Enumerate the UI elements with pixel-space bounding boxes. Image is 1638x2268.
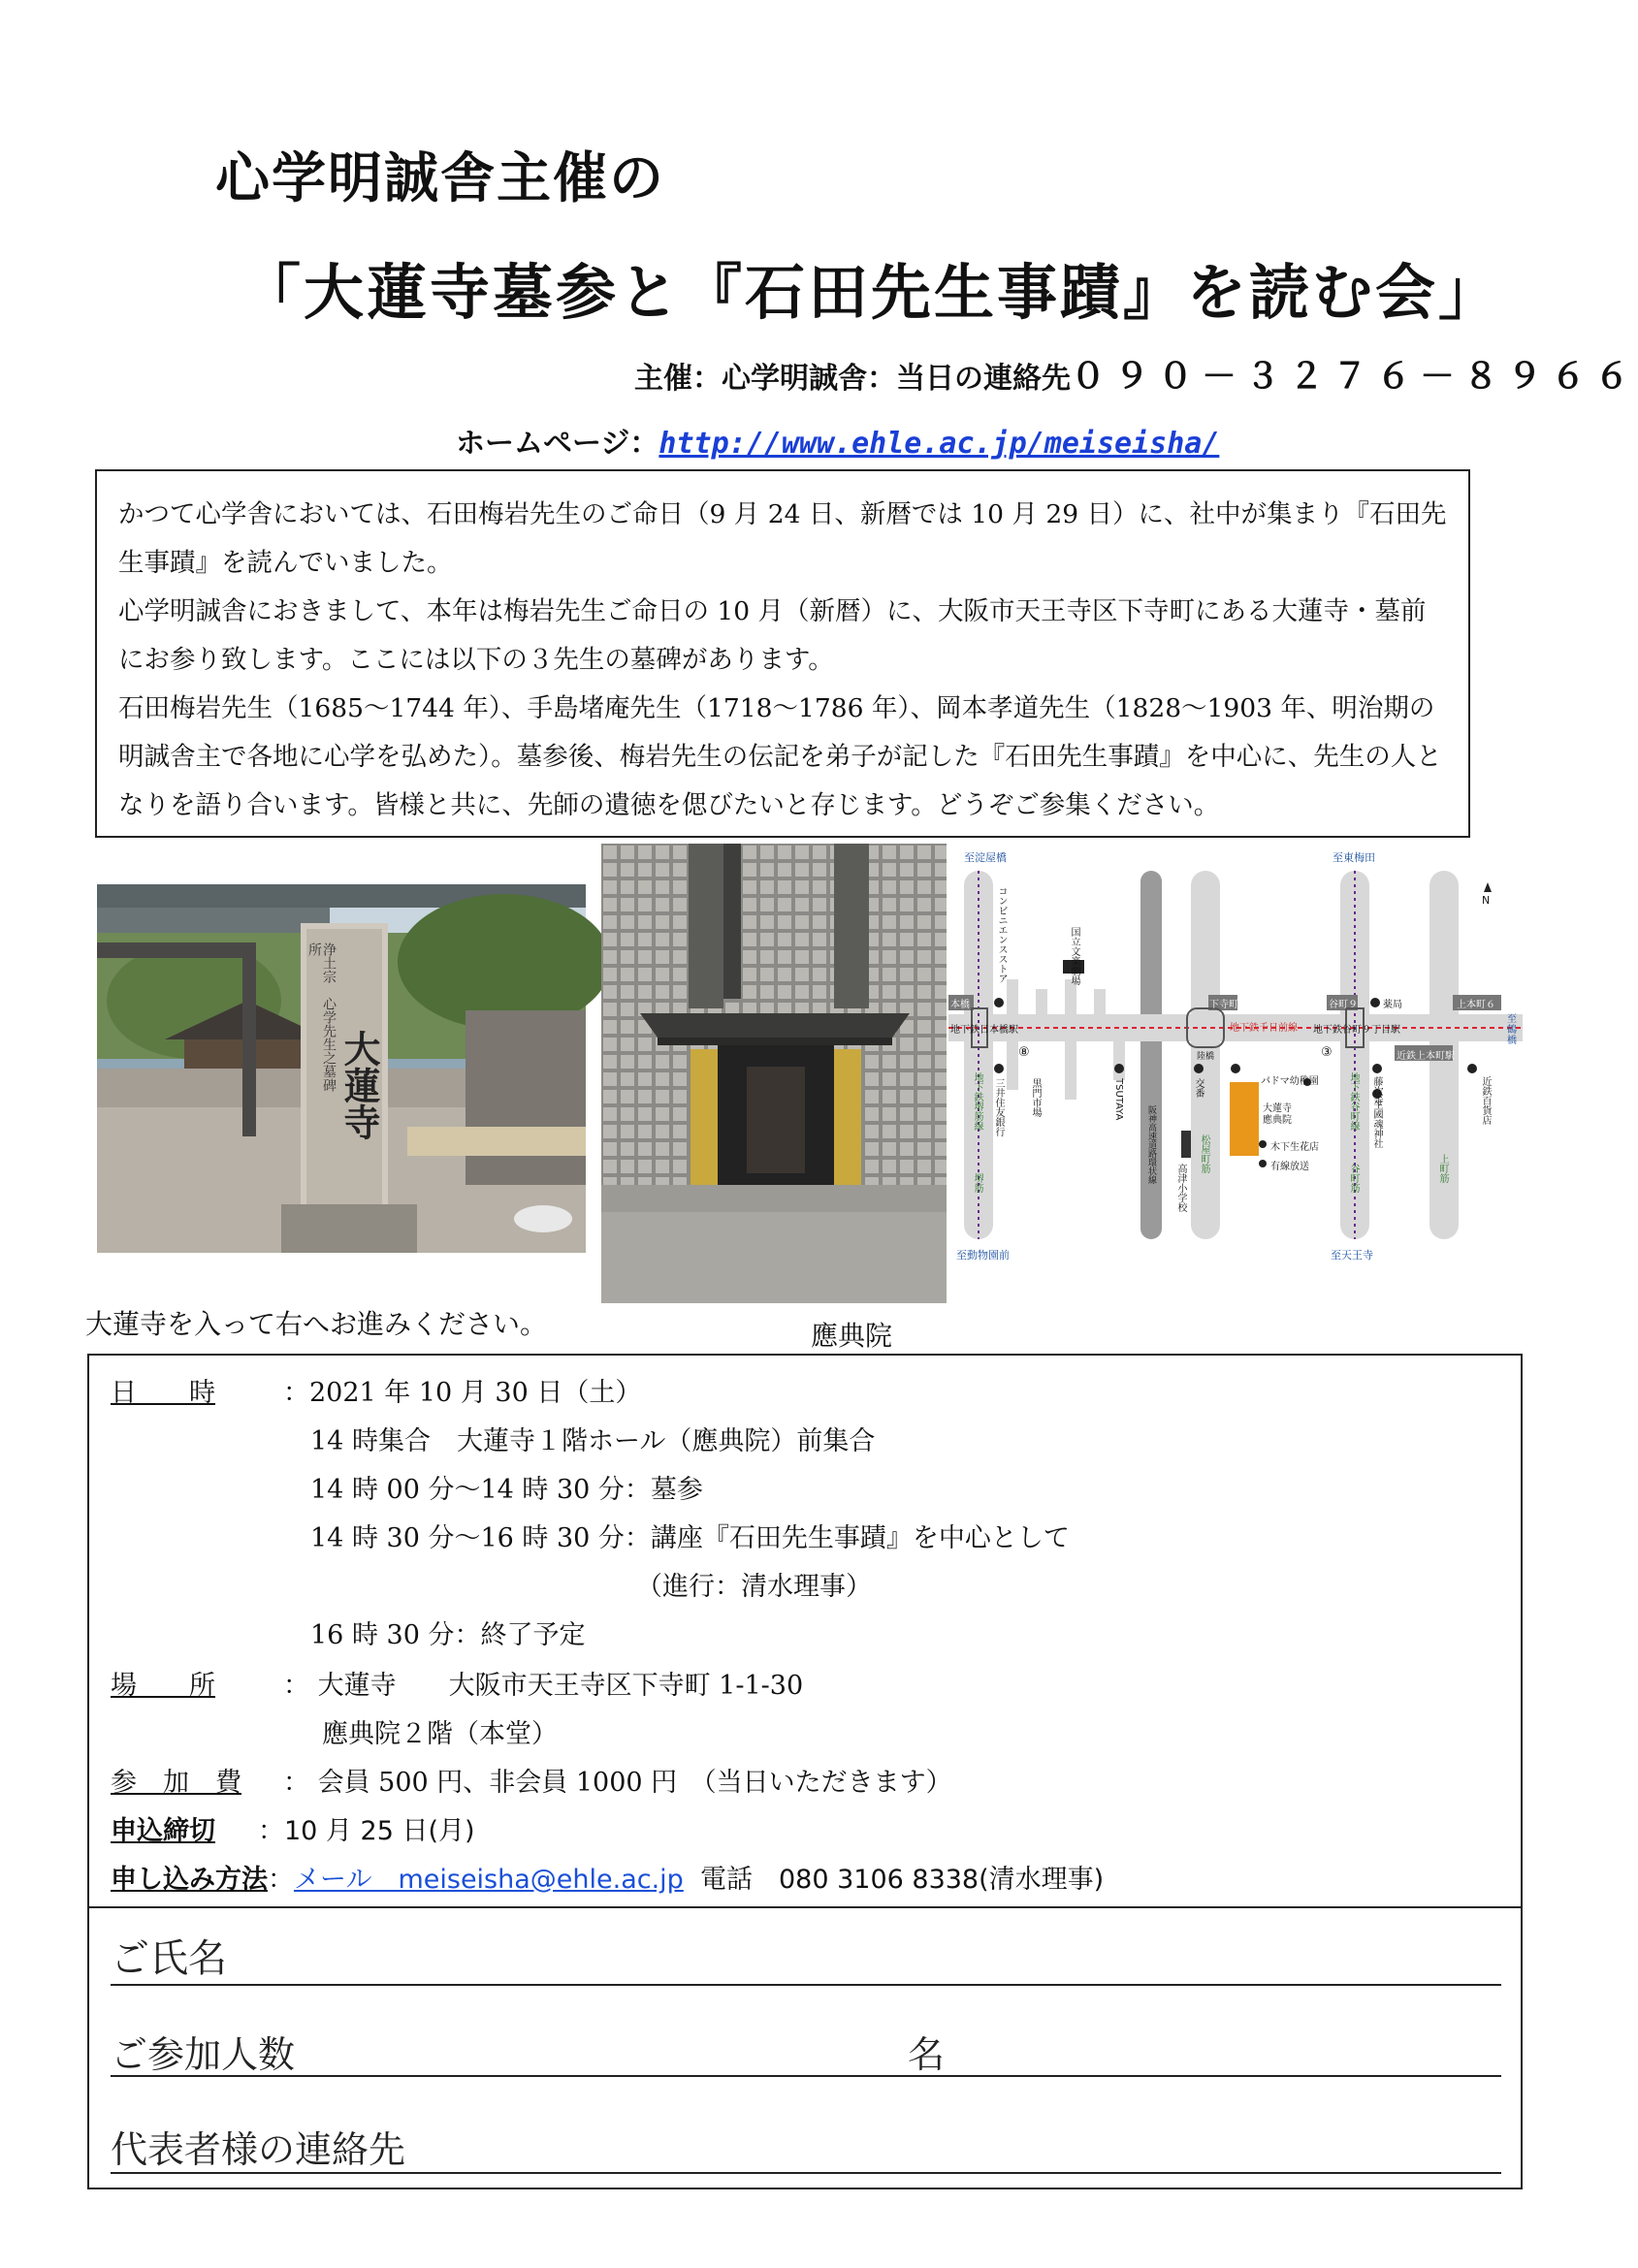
schedule-line: 14 時集合 大蓮寺１階ホール（應典院）前集合 bbox=[310, 1426, 876, 1456]
map-label-school: 高津小学校 bbox=[1175, 1164, 1186, 1212]
map-label-ikutama: 生國魂神社 bbox=[1371, 1100, 1382, 1148]
gate-stone-inscription-small: 浄土宗 心学先生之墓碑所 bbox=[306, 942, 337, 1092]
map-label-tanimachi: 谷町筋 bbox=[1348, 1164, 1359, 1193]
apply-row bbox=[111, 1858, 1104, 1896]
registration-form bbox=[87, 1906, 1523, 2189]
map-label-broadcast: 有線放送 bbox=[1270, 1162, 1309, 1172]
building-photo-caption: 應典院 bbox=[811, 1320, 893, 1352]
deadline-row bbox=[111, 1809, 475, 1847]
contact-field-line[interactable] bbox=[111, 2172, 1501, 2174]
map-label-station2: 下寺町 bbox=[1209, 1000, 1238, 1010]
map-label-bottom1: 至動物園前 bbox=[956, 1249, 1010, 1262]
map-label-pharmacy: 薬局 bbox=[1383, 1000, 1402, 1010]
place-value-2: 應典院２階（本堂） bbox=[322, 1719, 558, 1749]
intro-box bbox=[95, 469, 1470, 838]
map-label-bunraku: 国立文楽劇場 bbox=[1069, 927, 1079, 985]
host-tel: ０９０－３２７６－８９６６ bbox=[1071, 357, 1638, 397]
schedule-line: 16 時 30 分：終了予定 bbox=[310, 1620, 586, 1650]
count-field-label: ご参加人数 bbox=[111, 2033, 296, 2076]
map-label-kintetsu: 近鉄上本町駅 bbox=[1397, 1051, 1455, 1062]
place-value: ： 大蓮寺 大阪市天王寺区下寺町 1-1-30 bbox=[283, 1671, 804, 1701]
apply-label: 申し込み方法 bbox=[111, 1865, 268, 1895]
gate-stone-inscription: 大蓮寺 bbox=[337, 1030, 381, 1140]
map-route-8: ⑧ bbox=[1018, 1045, 1030, 1060]
apply-tel: 電話 080 3106 8338(清水理事) bbox=[699, 1865, 1105, 1895]
map-north-label: N bbox=[1482, 894, 1491, 907]
map-label-nihonbashi: 地下鉄日本橋駅 bbox=[950, 1025, 1018, 1036]
homepage-label: ホームページ： bbox=[456, 427, 659, 461]
homepage-line bbox=[456, 419, 1219, 462]
map-label-convenience: コンビニエンスストア bbox=[996, 886, 1007, 983]
homepage-link[interactable]: http://www.ehle.ac.jp/meiseisha/ bbox=[658, 427, 1220, 461]
fee-label: 参 加 費 bbox=[111, 1768, 241, 1798]
map-label-rikkyo: 陸橋 bbox=[1197, 1052, 1215, 1062]
fee-row bbox=[111, 1761, 952, 1799]
map-label-top1: 至淀屋橋 bbox=[964, 851, 1007, 864]
fee-value: ： 会員 500 円、非会員 1000 円 （当日いただきます） bbox=[283, 1768, 952, 1798]
datetime-row bbox=[111, 1371, 641, 1409]
map-label-tanimachi-line: 地下鉄谷町線 bbox=[1348, 1072, 1359, 1131]
map-route-3: ③ bbox=[1321, 1045, 1333, 1060]
host-prefix: 主催：心学明誠舎：当日の連絡先 bbox=[634, 362, 1071, 396]
map-label-tsutaya: TSUTAYA bbox=[1113, 1078, 1124, 1121]
apply-mail-link[interactable]: メール meiseisha@ehle.ac.jp bbox=[294, 1865, 684, 1895]
schedule-line: 14 時 00 分～14 時 30 分：墓参 bbox=[310, 1475, 703, 1505]
datetime-value: ：2021 年 10 月 30 日（土） bbox=[283, 1378, 642, 1408]
map-label-tanimachi9: 地下鉄谷町９丁目駅 bbox=[1313, 1025, 1400, 1036]
intro-paragraph: かつて心学舎においては、石田梅岩先生のご命日（9 月 24 日、新暦では 10 月 29 日）に、社中が集まり『石田先生事蹟』を読んでいました。 bbox=[118, 499, 1447, 578]
schedule-line: 14 時 30 分～16 時 30 分：講座『石田先生事蹟』を中心として bbox=[310, 1523, 1070, 1553]
map-label-bank: 三井住友銀行 bbox=[993, 1078, 1004, 1136]
title-line-2: 「大蓮寺墓参と『石田先生事蹟』を読む会」 bbox=[241, 257, 1502, 328]
apply-colon: ： bbox=[268, 1865, 294, 1895]
map-label-sakaisuji-line: 地下鉄堺筋線 bbox=[972, 1072, 982, 1131]
title-line-1: 心学明誠舎主催の bbox=[215, 147, 665, 210]
map-label-sennichimae: 地下鉄千日前線 bbox=[1230, 1023, 1298, 1034]
access-map bbox=[948, 844, 1523, 1266]
deadline-label: 申込締切 bbox=[111, 1816, 215, 1846]
map-label-uemachi: 上町筋 bbox=[1437, 1154, 1448, 1183]
map-label-station3: 谷町９ bbox=[1329, 1000, 1358, 1010]
map-label-bottom2: 至天王寺 bbox=[1331, 1249, 1373, 1262]
count-field-line[interactable] bbox=[111, 2075, 1501, 2077]
building-photo bbox=[601, 844, 947, 1303]
map-label-top2: 至東梅田 bbox=[1333, 851, 1375, 864]
map-label-tojiji: 藤次寺 bbox=[1371, 1076, 1382, 1105]
map-label-station4: 上本町６ bbox=[1457, 1000, 1495, 1010]
datetime-label: 日 時 bbox=[111, 1378, 215, 1408]
map-label-kuromon: 黒門市場 bbox=[1030, 1078, 1041, 1117]
host-info bbox=[634, 349, 1638, 399]
temple-gate-photo bbox=[97, 884, 586, 1253]
map-label-florist: 木下生花店 bbox=[1270, 1142, 1319, 1153]
intro-paragraph: 石田梅岩先生（1685～1744 年）、手島堵庵先生（1718～1786 年）、岡本孝道先生（1828～1903 年、明治期の明誠舎主で各地に心学を弘めた）。墓参後、梅岩先生の伝記を弟子が記した『石田先生事蹟』を中心に、先生の人となりを語り合います。皆様と共に、先師の遺徳を偲びたいと存じます。どうぞご参集ください。 bbox=[118, 693, 1442, 820]
building-illustration bbox=[601, 844, 947, 1303]
map-label-station1: 本橋 bbox=[950, 1000, 970, 1010]
map-label-koban: 交番 bbox=[1193, 1078, 1204, 1098]
deadline-value: ：10 月 25 日(月) bbox=[258, 1816, 475, 1846]
name-field-line[interactable] bbox=[111, 1984, 1501, 1986]
map-highway bbox=[1140, 871, 1162, 1239]
contact-field-label: 代表者様の連絡先 bbox=[111, 2128, 406, 2171]
map-label-matsuyamachi: 松屋町筋 bbox=[1199, 1134, 1209, 1173]
event-details bbox=[87, 1354, 1523, 1908]
place-label: 場 所 bbox=[111, 1671, 215, 1701]
map-label-padma: パドマ幼稚園 bbox=[1261, 1076, 1319, 1087]
count-unit-label: 名 bbox=[908, 2033, 946, 2076]
name-field-label: ご氏名 bbox=[111, 1936, 227, 1981]
map-label-kintetsu-dept: 近鉄百貨店 bbox=[1480, 1076, 1491, 1125]
map-temple-marker bbox=[1230, 1082, 1259, 1156]
map-label-highway: 阪神高速道路環状線 bbox=[1146, 1105, 1156, 1184]
map-label-right: 至鶴橋 bbox=[1507, 1014, 1517, 1046]
place-row bbox=[111, 1664, 803, 1702]
intro-paragraph: 心学明誠舎におきまして、本年は梅岩先生ご命日の 10 月（新暦）に、大阪市天王寺区下寺町にある大蓮寺・墓前にお参り致します。ここには以下の３先生の墓碑があります。 bbox=[118, 596, 1427, 675]
gate-photo-caption: 大蓮寺を入って右へお進みください。 bbox=[85, 1308, 548, 1340]
map-label-sakaisuji: 堺筋 bbox=[972, 1173, 982, 1193]
map-label-temple: 大蓮寺 應典院 bbox=[1263, 1103, 1292, 1126]
schedule-line: （進行：清水理事） bbox=[636, 1572, 872, 1602]
